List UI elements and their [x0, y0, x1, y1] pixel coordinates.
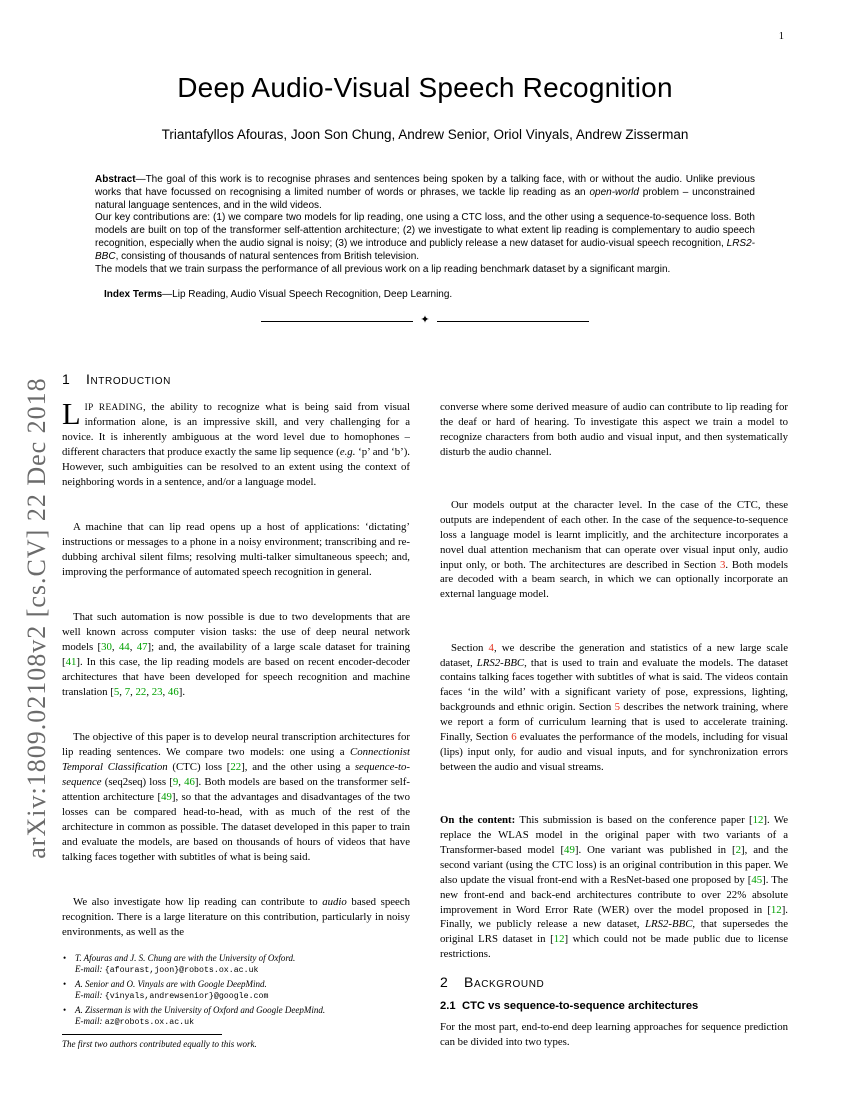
- text-run: audio: [322, 896, 347, 909]
- text-run: e.g.: [339, 445, 356, 458]
- text-run: problem – unconstrained natural language sentences, and in the wild videos.: [95, 186, 755, 211]
- citation-link[interactable]: 12: [553, 933, 565, 946]
- citation-link[interactable]: 46: [167, 685, 179, 698]
- front-matter: [95, 174, 755, 326]
- text-run: Connectionist Temporal Classification: [62, 746, 410, 774]
- citation-link[interactable]: 46: [184, 776, 195, 789]
- abstract-paragraph: [95, 174, 755, 212]
- footnote-note: [62, 1039, 410, 1050]
- citation-link[interactable]: 12: [752, 814, 764, 827]
- abstract-paragraph: [95, 212, 755, 263]
- section-title: Background: [464, 974, 545, 991]
- bullet-icon: •: [63, 1005, 67, 1016]
- citation-link[interactable]: 12: [770, 903, 782, 916]
- text-run: , and the second variant (using the CTC loss) is an original contribution in this paper. We also update the visual front-end with a ResNet-based one proposed by: [440, 843, 788, 886]
- text-run: based speech recognition. There is a large literature on this contribution, particularly in noisy environments, as well as the: [62, 896, 410, 938]
- text-run: That such automation is now possible is due to two developments that are well known across computer vision tasks: the use of deep neural network models: [62, 611, 410, 654]
- intro-paragraph: [62, 520, 410, 580]
- subsection-heading-ctc-vs-seq2seq: [440, 1000, 788, 1012]
- arxiv-watermark: arXiv:1809.02108v2 [cs.CV] 22 Dec 2018: [22, 377, 51, 859]
- separator-line: [437, 321, 589, 322]
- text-run: —Lip Reading, Audio Visual Speech Recognition, Deep Learning.: [162, 289, 453, 301]
- text-run: (CTC) loss: [167, 761, 227, 774]
- citation: [49]: [560, 843, 579, 856]
- paper-title: Deep Audio-Visual Speech Recognition: [177, 72, 673, 103]
- footnotes: [62, 953, 410, 1050]
- section-ref-link[interactable]: 5: [614, 701, 621, 714]
- drop-cap: L: [62, 400, 81, 431]
- text-run: describes the network training, where we report a form of curriculum learning that is used to accelerate training. Finally, Section: [440, 701, 788, 744]
- text-run: ‘p’ and ‘b’). However, such ambiguities can be resolved to an extent using the context of neighboring words in a sentence, and/or a language model.: [62, 445, 410, 488]
- section-number: 1: [62, 371, 70, 387]
- intro-paragraph: [62, 610, 410, 699]
- text-run: , that supersedes the original LRS dataset in: [440, 918, 788, 946]
- citation: [12]: [550, 933, 569, 946]
- text-run: . One variant was published in: [578, 843, 732, 856]
- text-run: , consisting of thousands of natural sentences from British television.: [115, 250, 420, 262]
- section-ref-link[interactable]: 6: [511, 731, 517, 744]
- text-run: LRS2-BBC: [645, 918, 693, 931]
- citation-link[interactable]: 7: [124, 685, 131, 698]
- abstract-paragraph: [95, 264, 755, 277]
- index-terms: [95, 289, 755, 302]
- citation-link[interactable]: 22: [230, 761, 242, 774]
- text-run: . Both models are decoded with a beam search, in which we can optionally incorporate an external language model.: [440, 558, 788, 601]
- text-run: A. Senior and O. Vinyals are with Google DeepMind.: [75, 979, 267, 990]
- text-run: . Finally, we publicly release a new dataset,: [440, 903, 788, 931]
- citation-link[interactable]: 22: [135, 685, 147, 698]
- text-run: —The goal of this work is to recognise phrases and sentences being spoken by a talking face, with or without the audio. Unlike previous works that have focussed on recognising a limited number of words or phrases, we tackle lip reading as an: [95, 174, 755, 198]
- text-run: Our key contributions are: (1) we compare two models for lip reading, one using a CTC loss, and the other using a sequence-to-sequence loss. Both models are built on top of the transformer self-attention architecture; (2) we investigate to what extent lip reading is complementary to audio speech recognition, especially when the audio signal is noisy; (3) we introduce and publicly release a new dataset for audio-visual speech recognition,: [95, 212, 755, 249]
- text-run: LRS2-BBC: [95, 237, 755, 262]
- intro-paragraph: [440, 813, 788, 962]
- citation-link[interactable]: 49: [161, 791, 172, 803]
- citation-link[interactable]: 44: [118, 641, 130, 654]
- text-run: , the ability to recognize what is being said from visual information alone, is an impressive skill, and very challenging for a novice. It is inherently ambiguous at the word level due to homophones – different characters that produce exactly the same lip sequence (: [62, 401, 410, 458]
- left-column: [62, 371, 410, 1050]
- text-run: which could not be made public due to license restrictions.: [440, 933, 788, 961]
- bullet-icon: •: [63, 952, 67, 963]
- footnote-rule: [62, 1034, 222, 1035]
- citation-link[interactable]: 47: [136, 641, 148, 654]
- abstract: [95, 174, 755, 276]
- diamond-icon: ✦: [420, 314, 430, 327]
- citation: [30, 44, 47]: [97, 641, 152, 654]
- text-run: Index Terms: [104, 289, 163, 301]
- citation-link[interactable]: 9: [172, 776, 179, 789]
- text-run: . We replace the WLAS model in the original paper with two variants of a Transformer-based model: [440, 814, 788, 856]
- intro-paragraph: [62, 400, 410, 489]
- section-separator: [95, 314, 755, 327]
- text-run: E-mail:: [75, 990, 105, 1001]
- text-run: The first two authors contributed equally to this work.: [62, 1038, 257, 1049]
- intro-paragraph: [440, 498, 788, 602]
- footnote-item: [62, 1005, 410, 1029]
- section-ref-link[interactable]: 3: [719, 558, 726, 571]
- citation: [41]: [62, 656, 81, 669]
- text-run: For the most part, end-to-end deep learning approaches for sequence prediction can be divided into two types.: [440, 1021, 788, 1049]
- text-run: IP READING: [84, 402, 143, 412]
- text-run: The models that we train surpass the performance of all previous work on a lip reading benchmark dataset by a significant margin.: [95, 263, 671, 275]
- section-heading-background: [440, 974, 788, 990]
- citation-link[interactable]: 49: [564, 843, 575, 856]
- text-run: ; and, the availability of a large scale dataset for training: [151, 641, 410, 654]
- background-text: [440, 1020, 788, 1050]
- email-link[interactable]: az@robots.ox.ac.uk: [104, 1018, 195, 1028]
- left-column-text: [62, 400, 410, 940]
- section-number: 2: [440, 974, 448, 991]
- text-run: This submission is based on the conference paper: [515, 814, 750, 827]
- two-column-body: [62, 371, 788, 1050]
- text-run: sequence-to-sequence: [62, 761, 410, 789]
- citation: [12]: [767, 903, 786, 916]
- citation: [45]: [747, 873, 766, 886]
- index-terms-line: [95, 289, 755, 302]
- text-run: E-mail:: [75, 964, 105, 975]
- citation-link[interactable]: 45: [751, 873, 763, 886]
- text-run: evaluates the performance of the models, including for visual (lips) input only, for audio and visual inputs, and for synchronization errors between the audio and visual streams.: [440, 731, 788, 773]
- citation: [49]: [157, 791, 176, 803]
- right-column: [440, 371, 788, 1050]
- subsection-number: 2.1: [440, 1000, 456, 1013]
- footnote-item: [62, 953, 410, 977]
- text-run: Our models output at the character level. In the case of the CTC, these outputs are independent of each other. In the case of the sequence-to-sequence loss a language model is learnt implicitly, and the architecture incorporates a novel dual attention mechanism that can operate over visual input only, audio input only, or both. The architectures are described in Section: [440, 498, 788, 571]
- text-run: Abstract: [95, 174, 136, 185]
- text-run: Section: [451, 641, 489, 654]
- footnote-equal-contribution-note: [62, 1039, 410, 1050]
- citation-link[interactable]: 41: [65, 656, 77, 669]
- citation-link[interactable]: 5: [113, 685, 120, 698]
- citation-link[interactable]: 30: [101, 641, 112, 654]
- separator-line: [261, 321, 413, 322]
- text-run: . In this case, the lip reading models are based on recent encoder-decoder architectures that have been developed for speech recognition and machine translation: [62, 656, 410, 698]
- text-run: On the content:: [440, 814, 516, 827]
- section-title: Introduction: [86, 371, 171, 387]
- citation: [12]: [749, 814, 768, 827]
- section-heading-introduction: [62, 371, 410, 387]
- bullet-icon: •: [63, 979, 67, 990]
- citation: [9, 46]: [169, 776, 199, 789]
- paper-authors: Triantafyllos Afouras, Joon Son Chung, Andrew Senior, Oriol Vinyals, Andrew Zisserman: [161, 127, 689, 142]
- text-run: , that is used to train and evaluate the models. The dataset contains talking faces together with subtitles of what is said. The videos contain faces ‘in the wild’ with a significant variety of pose, expressions, lighting, backgrounds and ethnic origin. Section: [440, 656, 788, 714]
- section-ref-link[interactable]: 4: [488, 641, 494, 654]
- text-run: (seq2seq) loss: [101, 776, 170, 789]
- intro-paragraph: [62, 895, 410, 940]
- text-run: A machine that can lip read opens up a host of applications: ‘dictating’ instructions or messages to a phone in a noisy environment; transcribing and re-dubbing archival silent films; resolving multi-talker simultaneous speech; and, improving the performance of automated speech recognition in general.: [62, 521, 410, 578]
- citation: [2]: [731, 843, 745, 856]
- background-section: [440, 974, 788, 1050]
- citation: [5, 7, 22, 23, 46]: [110, 685, 183, 698]
- text-run: E-mail:: [75, 1016, 105, 1027]
- citation-link[interactable]: 23: [151, 685, 163, 698]
- footnote-list: [62, 953, 410, 1029]
- footnote-item: [62, 979, 410, 1003]
- text-run: A. Zisserman is with the University of Oxford and Google DeepMind.: [75, 1005, 326, 1016]
- text-run: , and the other using a: [244, 761, 355, 774]
- text-run: The objective of this paper is to develop neural transcription architectures for lip reading sentences. We compare two models: one using a: [62, 731, 410, 759]
- text-run: .: [182, 685, 186, 698]
- intro-paragraph: [440, 400, 788, 460]
- text-run: , so that the advantages and disadvantages of the two losses can be compared head-to-head, with as much of the rest of the architecture in common as possible. The dataset developed in this paper to train and evaluate the models, are based on thousands of hours of videos that have talking faces together with subtitles of what is being said.: [62, 791, 410, 863]
- text-run: . Both models are based on the transformer self-attention architecture: [62, 776, 410, 803]
- citation: [22]: [226, 761, 245, 774]
- intro-paragraph: [62, 730, 410, 864]
- text-run: converse where some derived measure of audio can contribute to lip reading for the deaf or hard of hearing. To investigate this aspect we train a model to recognize characters from both audio and visual input, and then systematically disturb the audio channel.: [440, 401, 788, 458]
- email-link[interactable]: {afourast,joon}@robots.ox.ac.uk: [104, 966, 259, 976]
- text-run: , we describe the generation and statistics of a new large scale dataset,: [440, 641, 788, 669]
- subsection-title: CTC vs sequence-to-sequence architectures: [462, 1000, 699, 1013]
- email-link[interactable]: {vinyals,andrewsenior}@google.com: [104, 992, 269, 1002]
- text-run: open-world: [589, 186, 639, 198]
- intro-paragraph: [440, 641, 788, 775]
- text-run: . The new front-end and back-end architectures contribute to over 22% absolute improvement in Word Error Rate (WER) over the model proposed in: [440, 873, 788, 916]
- citation-link[interactable]: 2: [735, 843, 741, 856]
- text-run: We also investigate how lip reading can contribute to: [73, 896, 323, 909]
- page-number: 1: [778, 31, 784, 42]
- right-column-text: [440, 400, 788, 962]
- background-paragraph: [440, 1020, 788, 1050]
- text-run: T. Afouras and J. S. Chung are with the University of Oxford.: [75, 952, 296, 963]
- text-run: LRS2-BBC: [476, 656, 525, 669]
